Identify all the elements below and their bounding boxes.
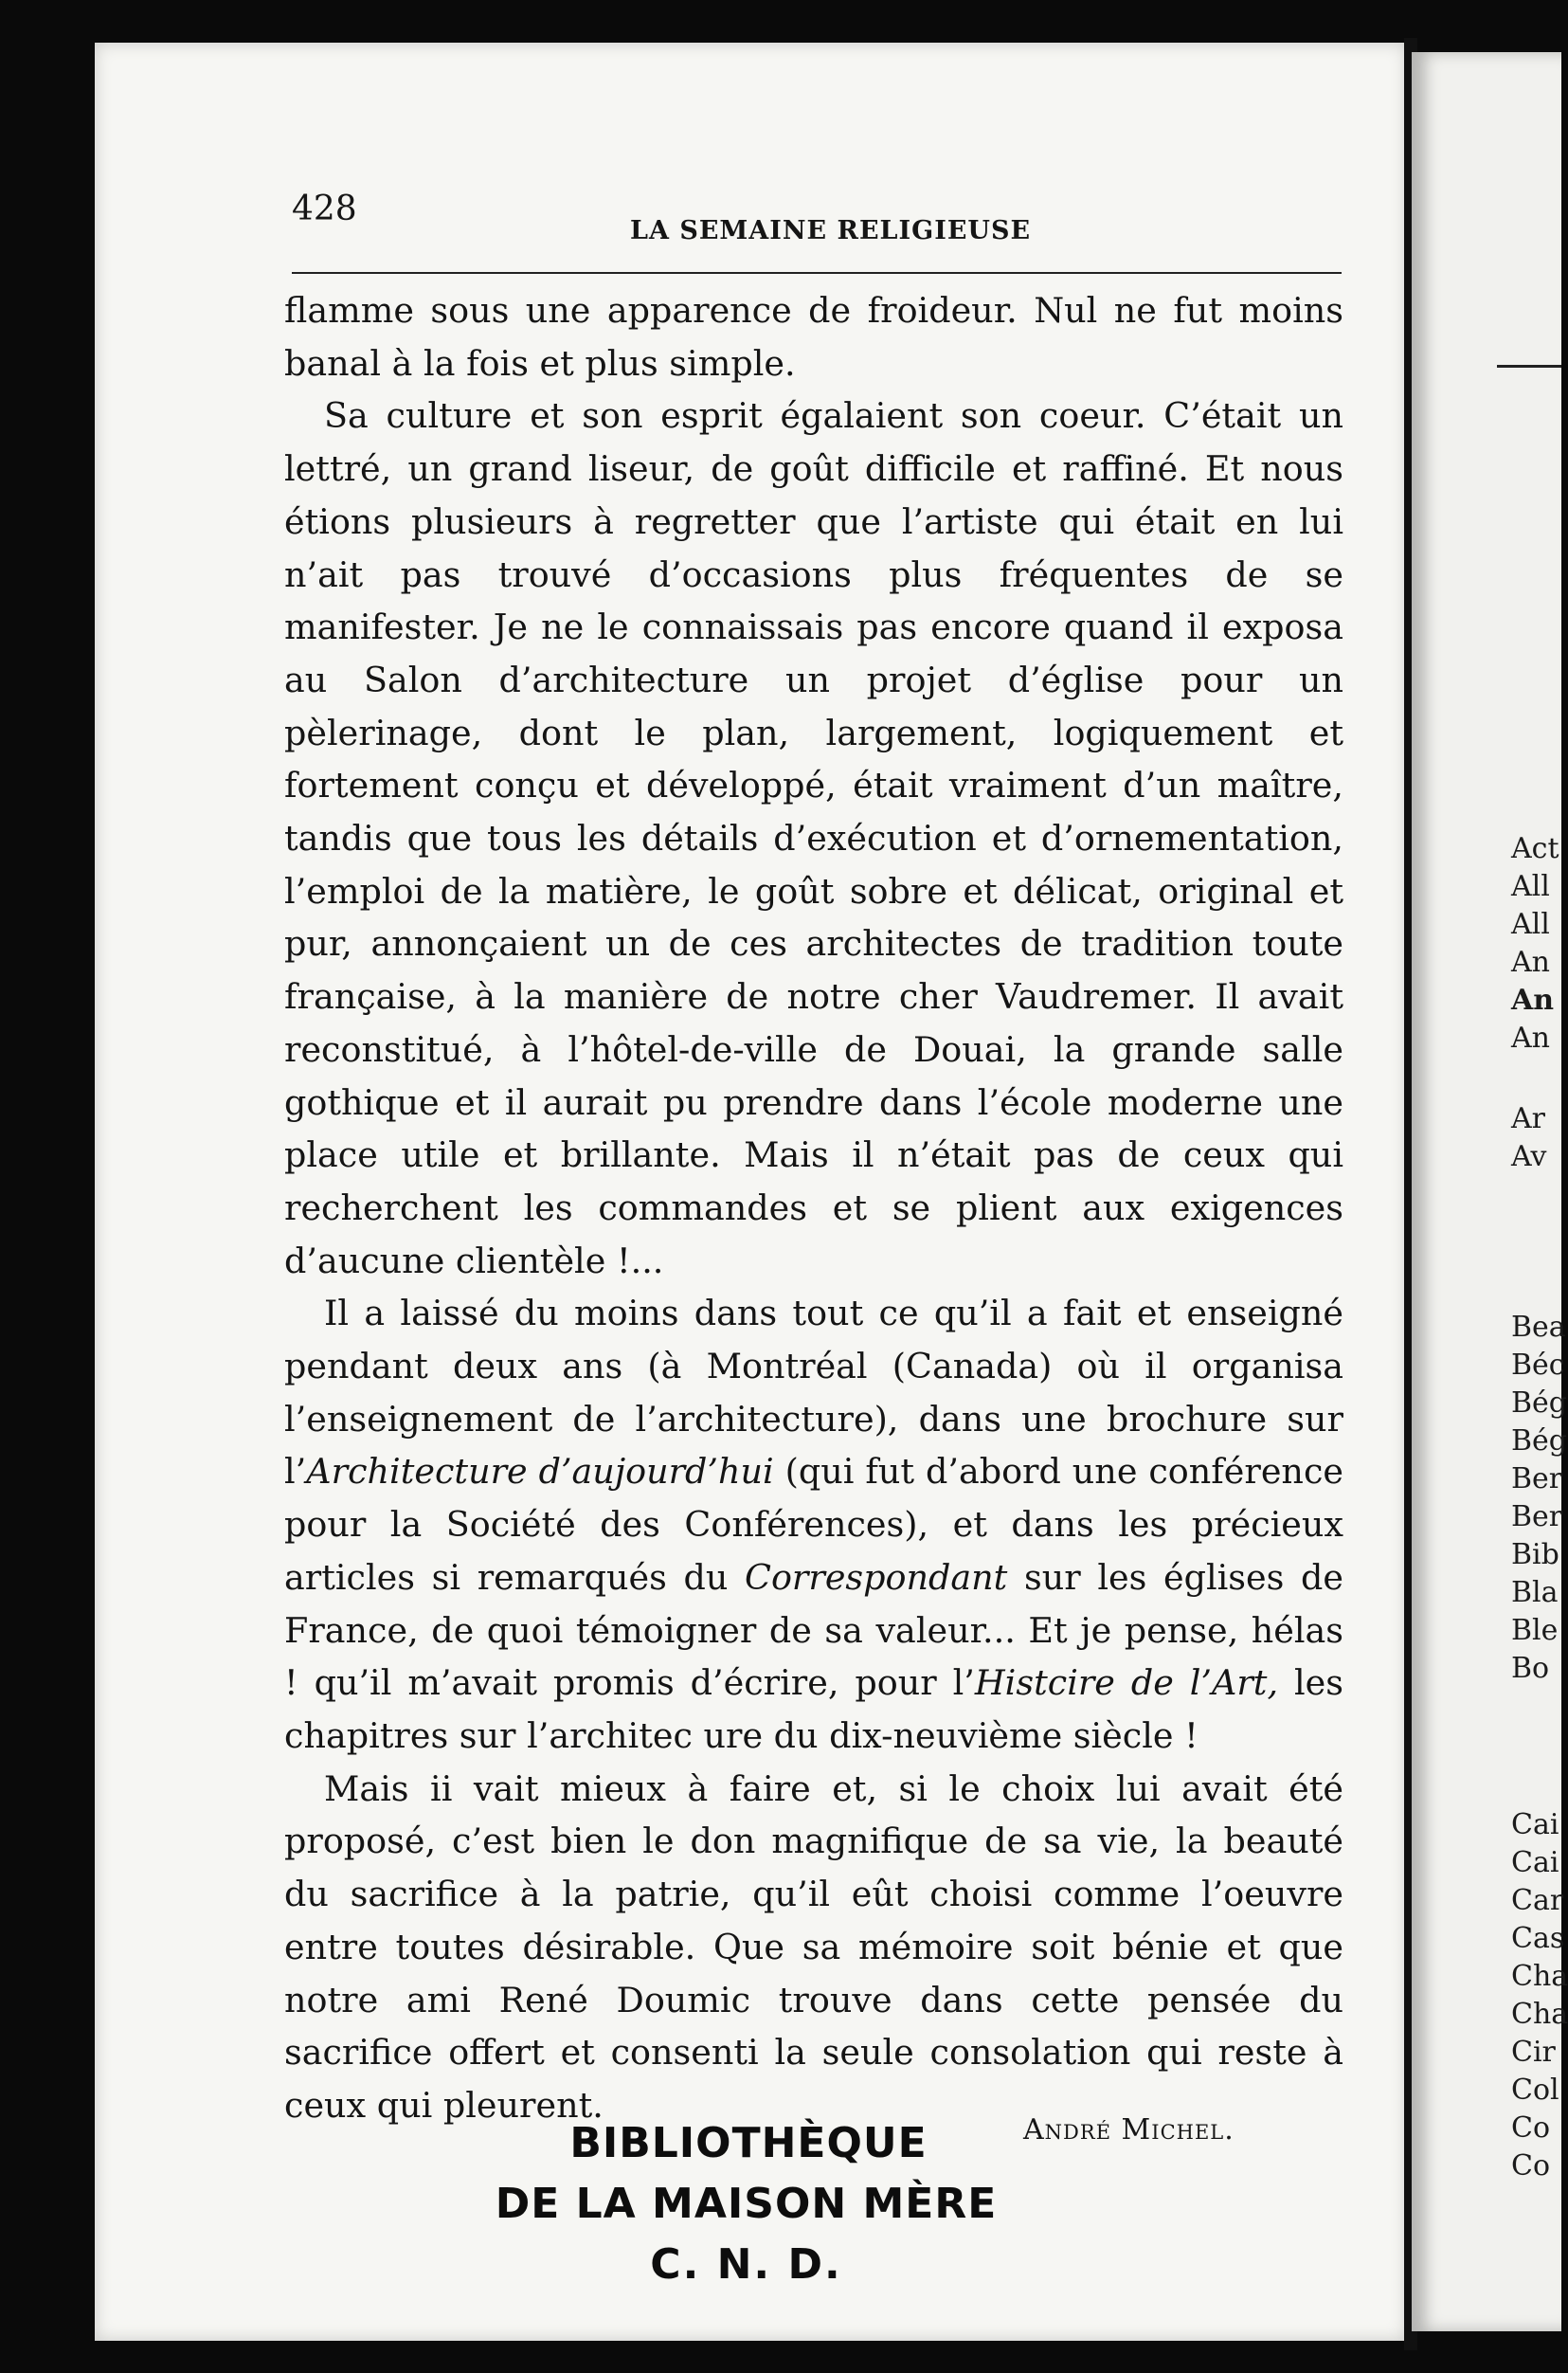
author-signature: André Michel.: [1023, 2113, 1235, 2147]
index-fragment: Co: [1511, 2111, 1551, 2145]
index-fragment: Bég: [1511, 1386, 1568, 1420]
index-fragment: Cas: [1511, 1922, 1565, 1955]
text-run: (qui fut d’abord une conférence pour la Société des Conférences), et dans les précieux articles si remarqués du: [284, 1451, 1343, 1598]
index-fragment: All: [1511, 870, 1550, 903]
index-fragment: Ar: [1511, 1102, 1546, 1135]
index-fragment: Cha: [1511, 1998, 1568, 2031]
text-run: Il a laissé du moins dans tout ce qu’il a fait et enseigné pendant deux ans (à Montréal (Canada) où il organisa l’enseignement de l’architecture), dans une brochure sur l’: [284, 1293, 1343, 1493]
stamp-line: BIBLIOTHÈQUE: [569, 2119, 928, 2167]
index-fragment: Ber: [1511, 1500, 1563, 1533]
index-fragment: Bo: [1511, 1652, 1550, 1685]
index-fragment: Act: [1511, 832, 1559, 865]
index-fragment: Ble: [1511, 1614, 1559, 1647]
header-rule: [292, 272, 1342, 274]
index-fragment: Cai: [1511, 1808, 1559, 1841]
index-fragment: An: [1511, 1022, 1550, 1055]
italic-title: Correspondant: [745, 1556, 1008, 1598]
index-fragment: Col: [1511, 2074, 1559, 2107]
right-page-rule: [1497, 365, 1561, 368]
stamp-line: DE LA MAISON MÈRE: [495, 2180, 998, 2228]
index-fragment: Av: [1511, 1140, 1547, 1173]
article-body: [284, 284, 1343, 2132]
index-fragment: Bib: [1511, 1538, 1559, 1571]
index-fragment: Ber: [1511, 1462, 1563, 1495]
index-fragment: Cai: [1511, 1846, 1559, 1879]
paragraph: Mais ii vait mieux à faire et, si le choix lui avait été proposé, c’est bien le don magnifique de sa vie, la beauté du sacrifice à la patrie, qu’il eût choisi comme l’oeuvre entre toutes désirable. Que sa mémoire soit bénie et que notre ami René Doumic trouve dans cette pensée du sacrifice offert et consenti la seule consolation qui reste à ceux qui pleurent.: [284, 1767, 1343, 2126]
index-fragment: An: [1511, 984, 1555, 1017]
paragraph: Sa culture et son esprit égalaient son coeur. C’était un lettré, un grand liseur, de goût difficile et raffiné. Et nous étions plusieurs à regretter que l’artiste qui était en lui n’ait pas trouvé d’occasions plus fréquentes de se manifester. Je ne le connaissais pas encore quand il exposa au Salon d’architecture un projet d’église pour un pèlerinage, dont le plan, largement, logiquement et fortement conçu et développé, était vraiment d’un maître, tandis que tous les détails d’exécution et d’ornementation, l’emploi de la matière, le goût sobre et délicat, original et pur, annonçaient un de ces architectes de tradition toute française, à la manière de notre cher Vaudremer. Il avait reconstitué, à l’hôtel-de-ville de Douai, la grande salle gothique et il aurait pu prendre dans l’école moderne une place utile et brillante. Mais il n’était pas de ceux qui recherchent les commandes et se plient aux exigences d’aucune clientèle !...: [284, 395, 1343, 1281]
index-fragment: Bég: [1511, 1424, 1568, 1458]
index-fragment: Bea: [1511, 1311, 1566, 1344]
index-fragment: All: [1511, 908, 1550, 941]
running-head: LA SEMAINE RELIGIEUSE: [630, 216, 1032, 245]
stamp-line: C. N. D.: [650, 2240, 842, 2289]
italic-title: Histcire de l’Art,: [974, 1662, 1279, 1704]
index-fragment: An: [1511, 946, 1550, 979]
italic-title: Architecture d’aujourd’hui: [306, 1451, 774, 1493]
index-fragment: Co: [1511, 2149, 1551, 2183]
index-fragment: Béc: [1511, 1349, 1565, 1382]
paragraph: flamme sous une apparence de froideur. Nul ne fut moins banal à la fois et plus simple.: [284, 290, 1343, 384]
index-fragment: Cir: [1511, 2036, 1556, 2069]
page-number: 428: [292, 190, 357, 228]
text-run: sur les églises de France, de quoi témoigner de sa valeur... Et je pense, hélas ! qu’il m’avait promis d’écrire, pour l’: [284, 1556, 1343, 1704]
paragraph: [284, 1287, 1343, 1762]
index-fragment: Bla: [1511, 1576, 1559, 1609]
text-run: les chapitres sur l’architec ure du dix-neuvième siècle !: [284, 1662, 1344, 1756]
index-fragment: Cha: [1511, 1960, 1568, 1993]
index-fragment: Car: [1511, 1884, 1564, 1917]
